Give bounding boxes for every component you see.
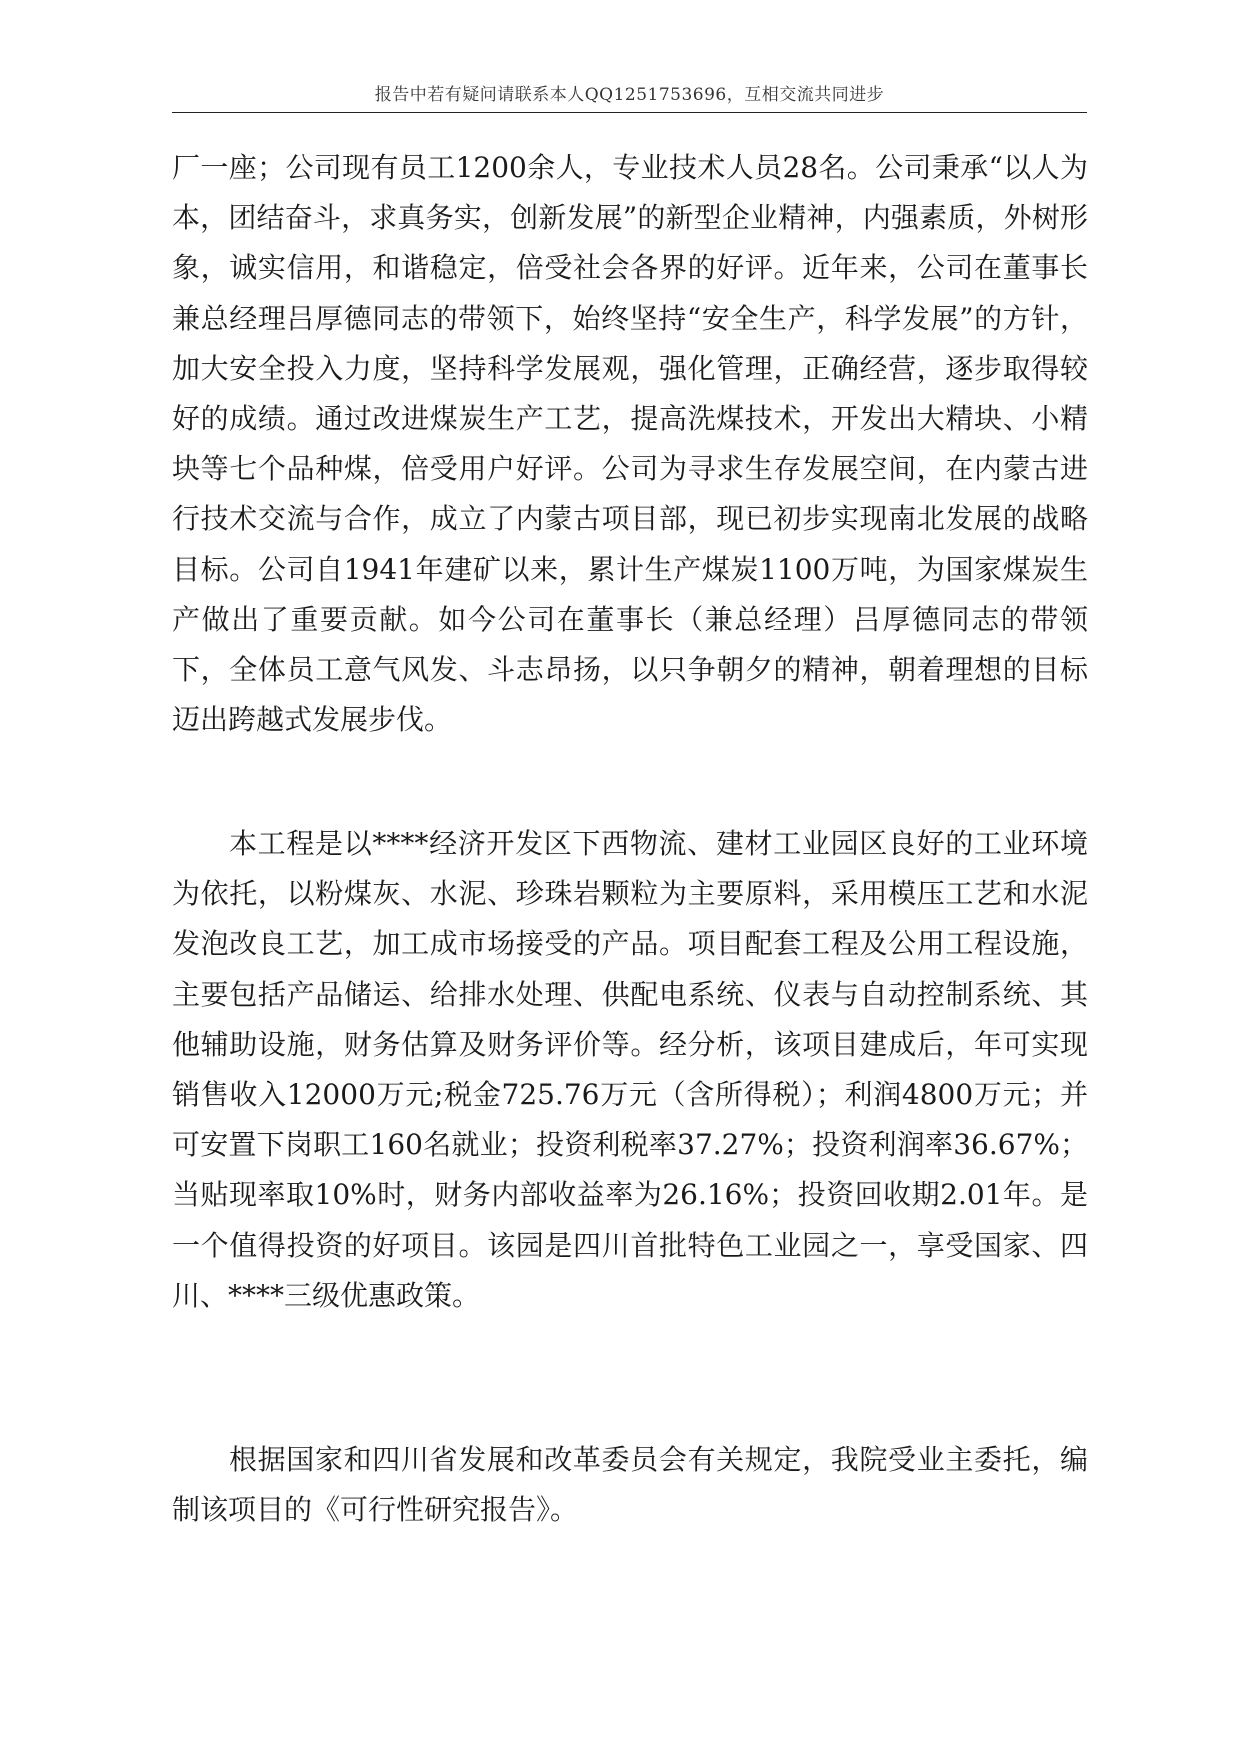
paragraph-commission: 根据国家和四川省发展和改革委员会有关规定，我院受业主委托，编制该项目的《可行性研究报告》。 [172, 1443, 1088, 1527]
paragraph-project-overview: 本工程是以****经济开发区下西物流、建材工业园区良好的工业环境为依托，以粉煤灰、水泥、珍珠岩颗粒为主要原料，采用模压工艺和水泥发泡改良工艺，加工成市场接受的产品。项目配套工程及公用工程设施，主要包括产品储运、给排水处理、供配电系统、仪表与自动控制系统、其他辅助设施，财务估算及财务评价等。经分析，该项目建成后，年可实现销售收入12000万元;税金725.76万元（含所得税）；利润4800万元；并可安置下岗职工160名就业；投资利税率37.27%；投资利润率36.67%；当贴现率取10%时，财务内部收益率为26.16%；投资回收期2.01年。是一个值得投资的好项目。该园是四川首批特色工业园之一，享受国家、四川、****三级优惠政策。 [172, 827, 1088, 1312]
header-divider [172, 112, 1087, 113]
paragraph-company-profile: 厂一座；公司现有员工1200余人，专业技术人员28名。公司秉承“以人为本，团结奋斗，求真务实，创新发展”的新型企业精神，内强素质，外树形象，诚实信用，和谐稳定，倍受社会各界的好评。近年来，公司在董事长兼总经理吕厚德同志的带领下，始终坚持“安全生产，科学发展”的方针，加大安全投入力度，坚持科学发展观，强化管理，正确经营，逐步取得较好的成绩。通过改进煤炭生产工艺，提高洗煤技术，开发出大精块、小精块等七个品种煤，倍受用户好评。公司为寻求生存发展空间，在内蒙古进行技术交流与合作，成立了内蒙古项目部，现已初步实现南北发展的战略目标。公司自1941年建矿以来，累计生产煤炭1100万吨，为国家煤炭生产做出了重要贡献。如今公司在董事长（兼总经理）吕厚德同志的带领下，全体员工意气风发、斗志昂扬，以只争朝夕的精神，朝着理想的目标迈出跨越式发展步伐。 [172, 151, 1088, 737]
page-header: 报告中若有疑问请联系本人QQ1251753696，互相交流共同进步 [374, 85, 885, 105]
